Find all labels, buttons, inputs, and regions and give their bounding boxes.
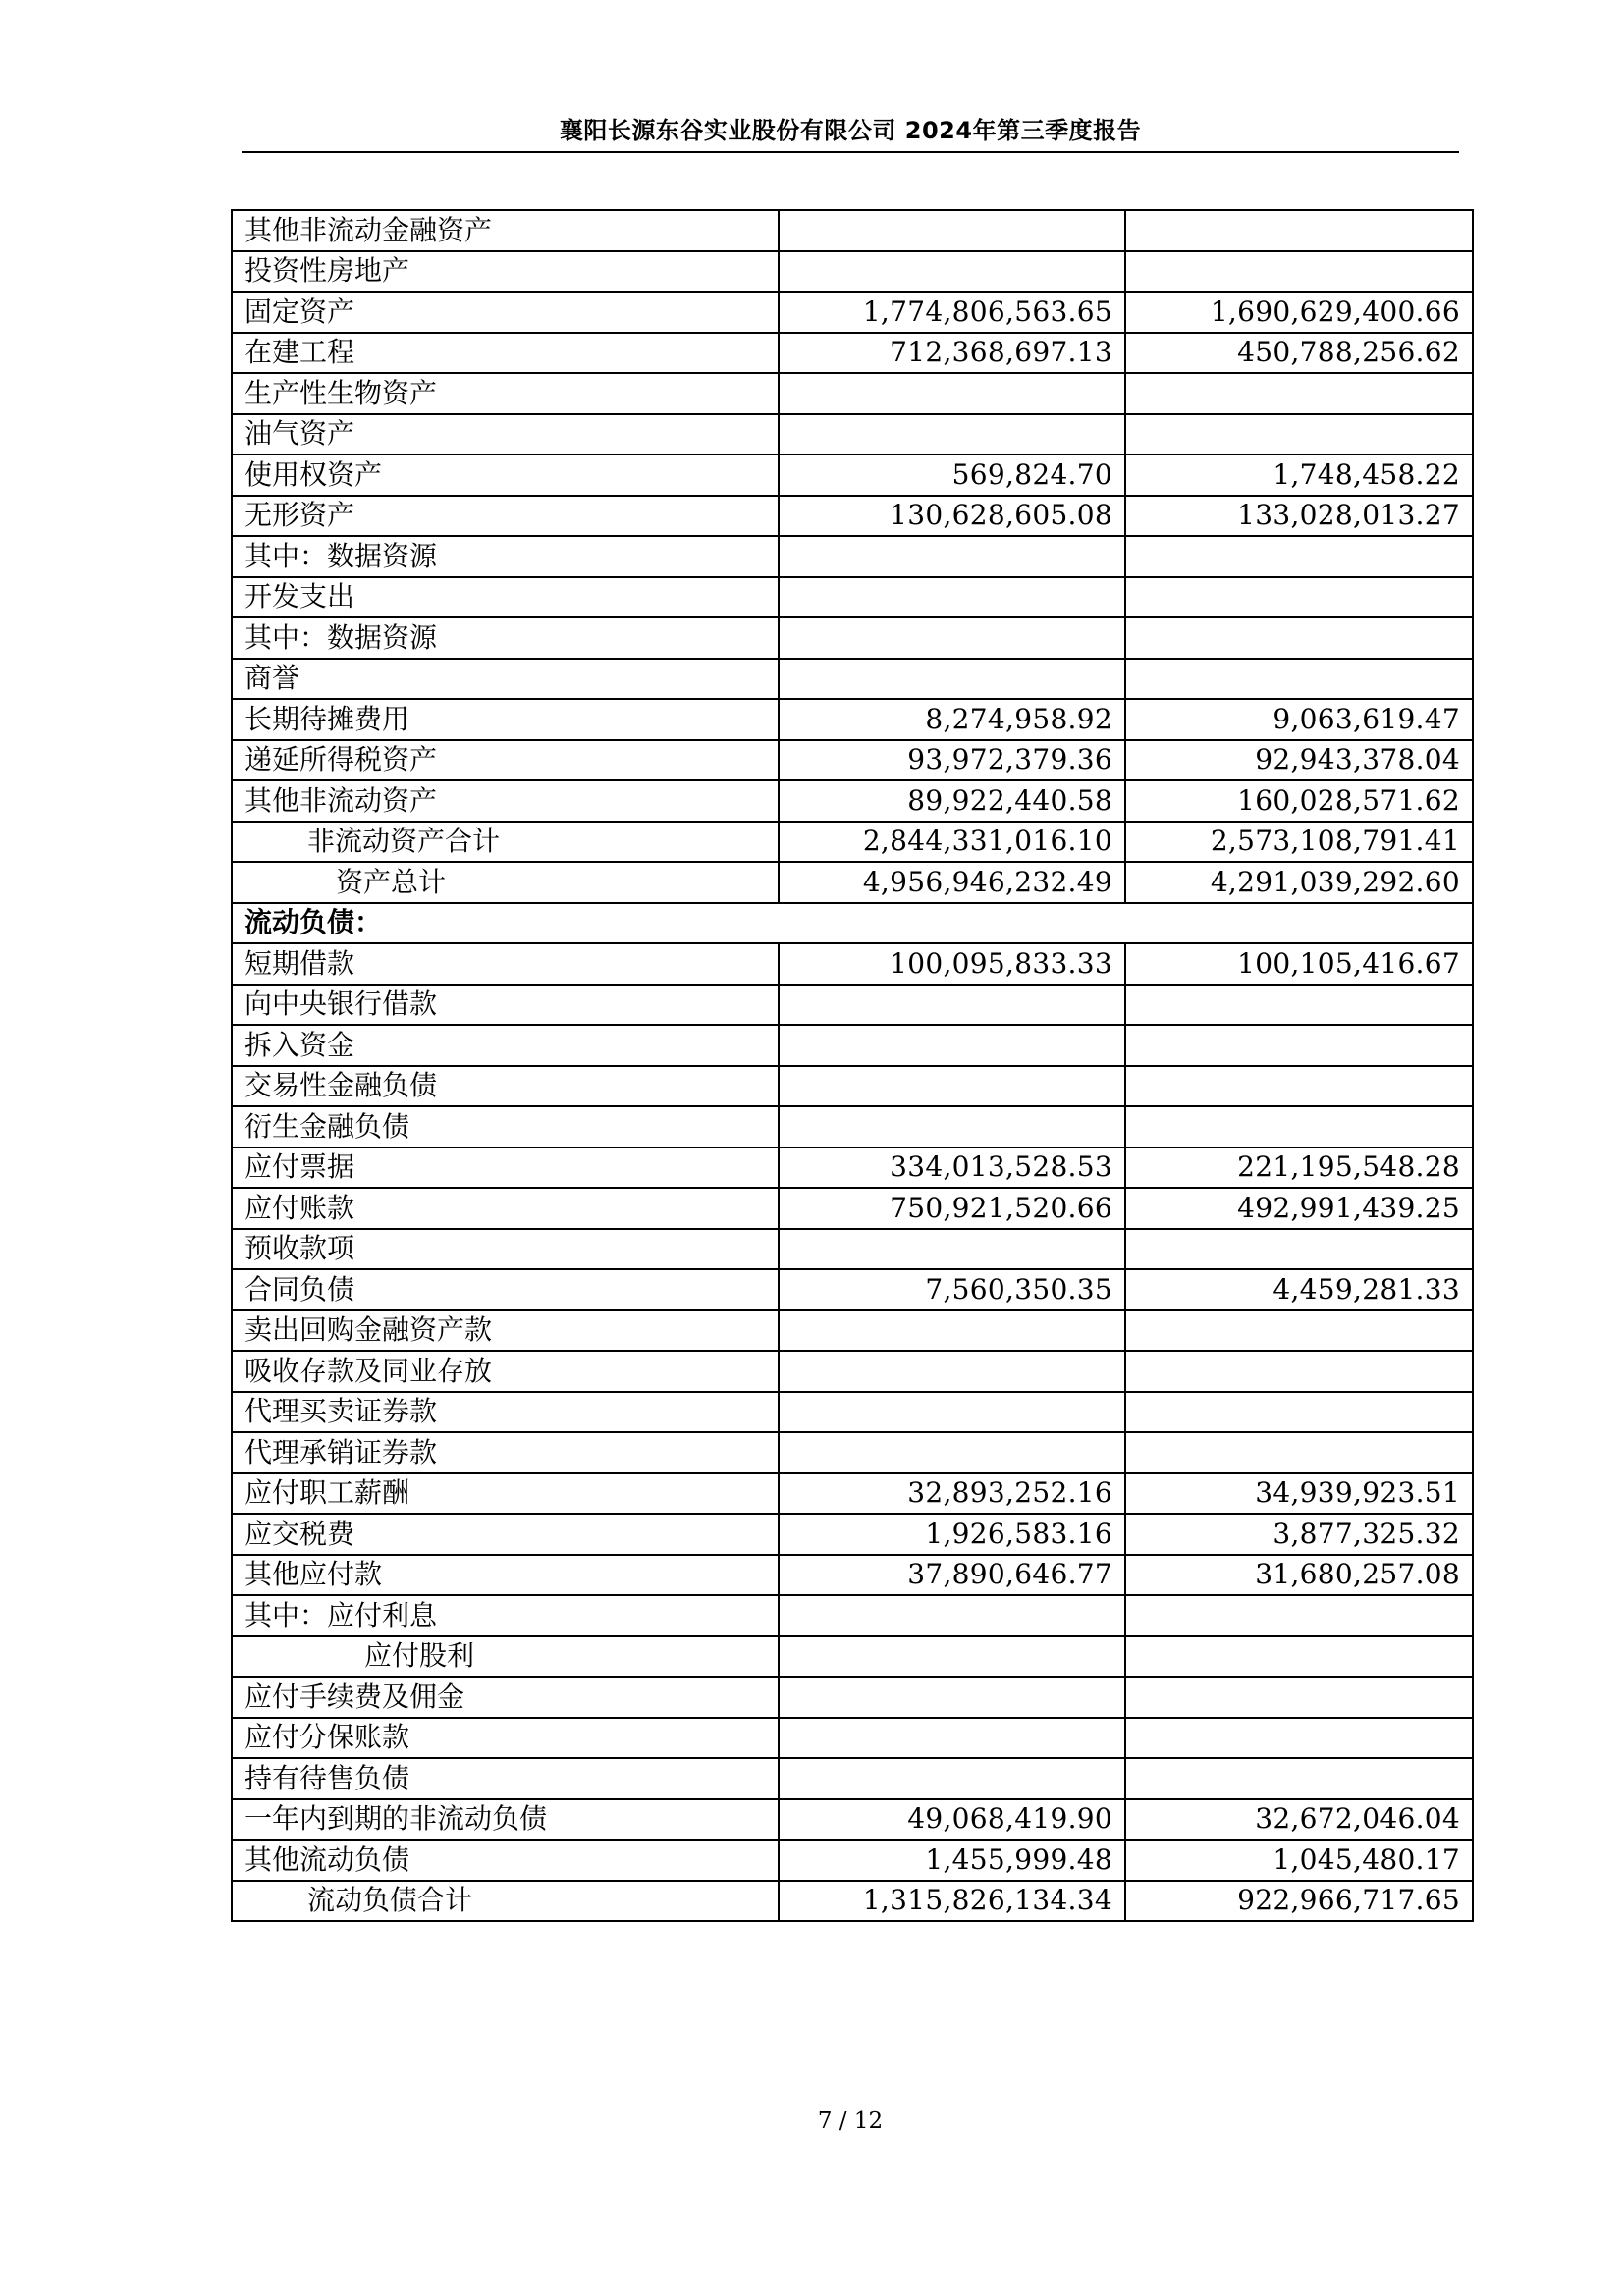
row-label: 投资性房地产 [232,251,779,293]
table-row [232,1310,1473,1352]
prior-year-end-value: 160,028,571.62 [1125,780,1473,822]
period-end-value [779,536,1125,577]
period-end-value: 7,560,350.35 [779,1269,1125,1310]
row-label: 预收款项 [232,1229,779,1270]
row-label: 商誉 [232,659,779,700]
prior-year-end-value [1125,414,1473,455]
prior-year-end-value: 1,045,480.17 [1125,1840,1473,1881]
period-end-value [779,1025,1125,1066]
table-row [232,496,1473,537]
prior-year-end-value [1125,1310,1473,1352]
table-row [232,1555,1473,1596]
prior-year-end-value: 922,966,717.65 [1125,1881,1473,1922]
table-row [232,454,1473,496]
row-label: 代理承销证券款 [232,1432,779,1473]
table-row [232,1881,1473,1922]
prior-year-end-value: 1,690,629,400.66 [1125,292,1473,333]
table-row [232,1473,1473,1515]
table-row [232,740,1473,781]
prior-year-end-value [1125,1351,1473,1392]
table-row [232,1066,1473,1107]
row-label: 卖出回购金融资产款 [232,1310,779,1352]
table-row [232,1432,1473,1473]
period-end-value [779,1595,1125,1636]
period-end-value [779,985,1125,1026]
row-label: 向中央银行借款 [232,985,779,1026]
period-end-value: 1,455,999.48 [779,1840,1125,1881]
row-label: 交易性金融负债 [232,1066,779,1107]
table-row [232,822,1473,863]
row-label: 合同负债 [232,1269,779,1310]
period-end-value [779,659,1125,700]
period-end-value: 49,068,419.90 [779,1799,1125,1841]
table-row [232,414,1473,455]
table-row [232,1106,1473,1148]
period-end-value [779,210,1125,251]
period-end-value: 89,922,440.58 [779,780,1125,822]
row-label: 吸收存款及同业存放 [232,1351,779,1392]
prior-year-end-value [1125,251,1473,293]
table-row [232,862,1473,903]
prior-year-end-value: 4,291,039,292.60 [1125,862,1473,903]
prior-year-end-value [1125,1595,1473,1636]
row-label: 流动负债合计 [232,1881,779,1922]
prior-year-end-value: 1,748,458.22 [1125,454,1473,496]
prior-year-end-value: 32,672,046.04 [1125,1799,1473,1841]
row-label: 短期借款 [232,943,779,985]
prior-year-end-value [1125,1229,1473,1270]
table-row [232,1148,1473,1189]
table-row [232,617,1473,659]
period-end-value [779,1310,1125,1352]
balance-sheet-table [231,209,1474,1922]
period-end-value: 1,774,806,563.65 [779,292,1125,333]
period-end-value: 32,893,252.16 [779,1473,1125,1515]
period-end-value: 130,628,605.08 [779,496,1125,537]
row-label: 应付职工薪酬 [232,1473,779,1515]
table-row [232,1677,1473,1718]
row-label: 其他非流动资产 [232,780,779,822]
row-label: 其中：数据资源 [232,617,779,659]
row-label: 生产性生物资产 [232,373,779,414]
period-end-value [779,1432,1125,1473]
period-end-value: 93,972,379.36 [779,740,1125,781]
row-label: 在建工程 [232,333,779,374]
table-row [232,1799,1473,1841]
row-label: 应付手续费及佣金 [232,1677,779,1718]
period-end-value: 37,890,646.77 [779,1555,1125,1596]
prior-year-end-value: 133,028,013.27 [1125,496,1473,537]
table-row [232,1840,1473,1881]
row-label: 持有待售负债 [232,1758,779,1799]
table-row [232,1718,1473,1759]
table-row [232,1269,1473,1310]
period-end-value: 1,315,826,134.34 [779,1881,1125,1922]
table-row [232,1351,1473,1392]
table-row [232,292,1473,333]
row-label: 代理买卖证券款 [232,1392,779,1433]
prior-year-end-value: 4,459,281.33 [1125,1269,1473,1310]
prior-year-end-value [1125,1392,1473,1433]
section-header-row [232,903,1473,944]
table-row [232,373,1473,414]
row-label: 应付票据 [232,1148,779,1189]
table-row [232,659,1473,700]
row-label: 开发支出 [232,577,779,618]
period-end-value: 334,013,528.53 [779,1148,1125,1189]
period-end-value [779,1718,1125,1759]
table-row [232,1636,1473,1678]
period-end-value [779,1066,1125,1107]
row-label: 其他流动负债 [232,1840,779,1881]
period-end-value: 2,844,331,016.10 [779,822,1125,863]
table-row [232,333,1473,374]
table-row [232,251,1473,293]
period-end-value: 569,824.70 [779,454,1125,496]
prior-year-end-value [1125,1758,1473,1799]
prior-year-end-value: 100,105,416.67 [1125,943,1473,985]
table-row [232,210,1473,251]
row-label: 油气资产 [232,414,779,455]
row-label: 应交税费 [232,1514,779,1555]
period-end-value: 4,956,946,232.49 [779,862,1125,903]
prior-year-end-value [1125,659,1473,700]
table-row [232,1188,1473,1229]
table-row [232,1392,1473,1433]
period-end-value [779,251,1125,293]
row-label: 固定资产 [232,292,779,333]
prior-year-end-value [1125,373,1473,414]
period-end-value [779,1636,1125,1678]
prior-year-end-value [1125,985,1473,1026]
row-label: 其中：应付利息 [232,1595,779,1636]
row-label: 应付股利 [232,1636,779,1678]
table-row [232,1758,1473,1799]
prior-year-end-value [1125,210,1473,251]
prior-year-end-value: 3,877,325.32 [1125,1514,1473,1555]
report-header-title: 襄阳长源东谷实业股份有限公司 2024年第三季度报告 [559,117,1142,144]
period-end-value [779,373,1125,414]
row-label: 一年内到期的非流动负债 [232,1799,779,1841]
prior-year-end-value: 492,991,439.25 [1125,1188,1473,1229]
row-label: 拆入资金 [232,1025,779,1066]
prior-year-end-value [1125,617,1473,659]
table-row [232,1595,1473,1636]
prior-year-end-value [1125,1025,1473,1066]
prior-year-end-value: 92,943,378.04 [1125,740,1473,781]
period-end-value [779,577,1125,618]
period-end-value: 100,095,833.33 [779,943,1125,985]
row-label: 其他应付款 [232,1555,779,1596]
row-label: 应付分保账款 [232,1718,779,1759]
table-row [232,985,1473,1026]
row-label: 递延所得税资产 [232,740,779,781]
table-row [232,943,1473,985]
prior-year-end-value [1125,1677,1473,1718]
period-end-value: 750,921,520.66 [779,1188,1125,1229]
table-row [232,780,1473,822]
table-row [232,1229,1473,1270]
page-number: 7 / 12 [817,2109,884,2134]
period-end-value: 1,926,583.16 [779,1514,1125,1555]
row-label: 其他非流动金融资产 [232,210,779,251]
prior-year-end-value: 34,939,923.51 [1125,1473,1473,1515]
prior-year-end-value [1125,1718,1473,1759]
prior-year-end-value [1125,1432,1473,1473]
prior-year-end-value: 450,788,256.62 [1125,333,1473,374]
row-label: 非流动资产合计 [232,822,779,863]
row-label: 其中：数据资源 [232,536,779,577]
section-label: 流动负债： [232,903,1473,944]
table-row [232,699,1473,740]
prior-year-end-value [1125,1636,1473,1678]
row-label: 资产总计 [232,862,779,903]
prior-year-end-value [1125,1106,1473,1148]
period-end-value [779,617,1125,659]
period-end-value [779,1351,1125,1392]
prior-year-end-value: 2,573,108,791.41 [1125,822,1473,863]
table-row [232,536,1473,577]
row-label: 使用权资产 [232,454,779,496]
row-label: 长期待摊费用 [232,699,779,740]
period-end-value [779,1677,1125,1718]
row-label: 衍生金融负债 [232,1106,779,1148]
period-end-value [779,1106,1125,1148]
table-row [232,577,1473,618]
row-label: 应付账款 [232,1188,779,1229]
period-end-value [779,1758,1125,1799]
prior-year-end-value [1125,1066,1473,1107]
period-end-value [779,1392,1125,1433]
period-end-value [779,1229,1125,1270]
prior-year-end-value: 31,680,257.08 [1125,1555,1473,1596]
prior-year-end-value [1125,577,1473,618]
period-end-value: 8,274,958.92 [779,699,1125,740]
prior-year-end-value: 221,195,548.28 [1125,1148,1473,1189]
prior-year-end-value: 9,063,619.47 [1125,699,1473,740]
period-end-value: 712,368,697.13 [779,333,1125,374]
balance-sheet-body [232,210,1473,1921]
header-divider [242,151,1459,153]
table-row [232,1025,1473,1066]
table-row [232,1514,1473,1555]
row-label: 无形资产 [232,496,779,537]
prior-year-end-value [1125,536,1473,577]
period-end-value [779,414,1125,455]
